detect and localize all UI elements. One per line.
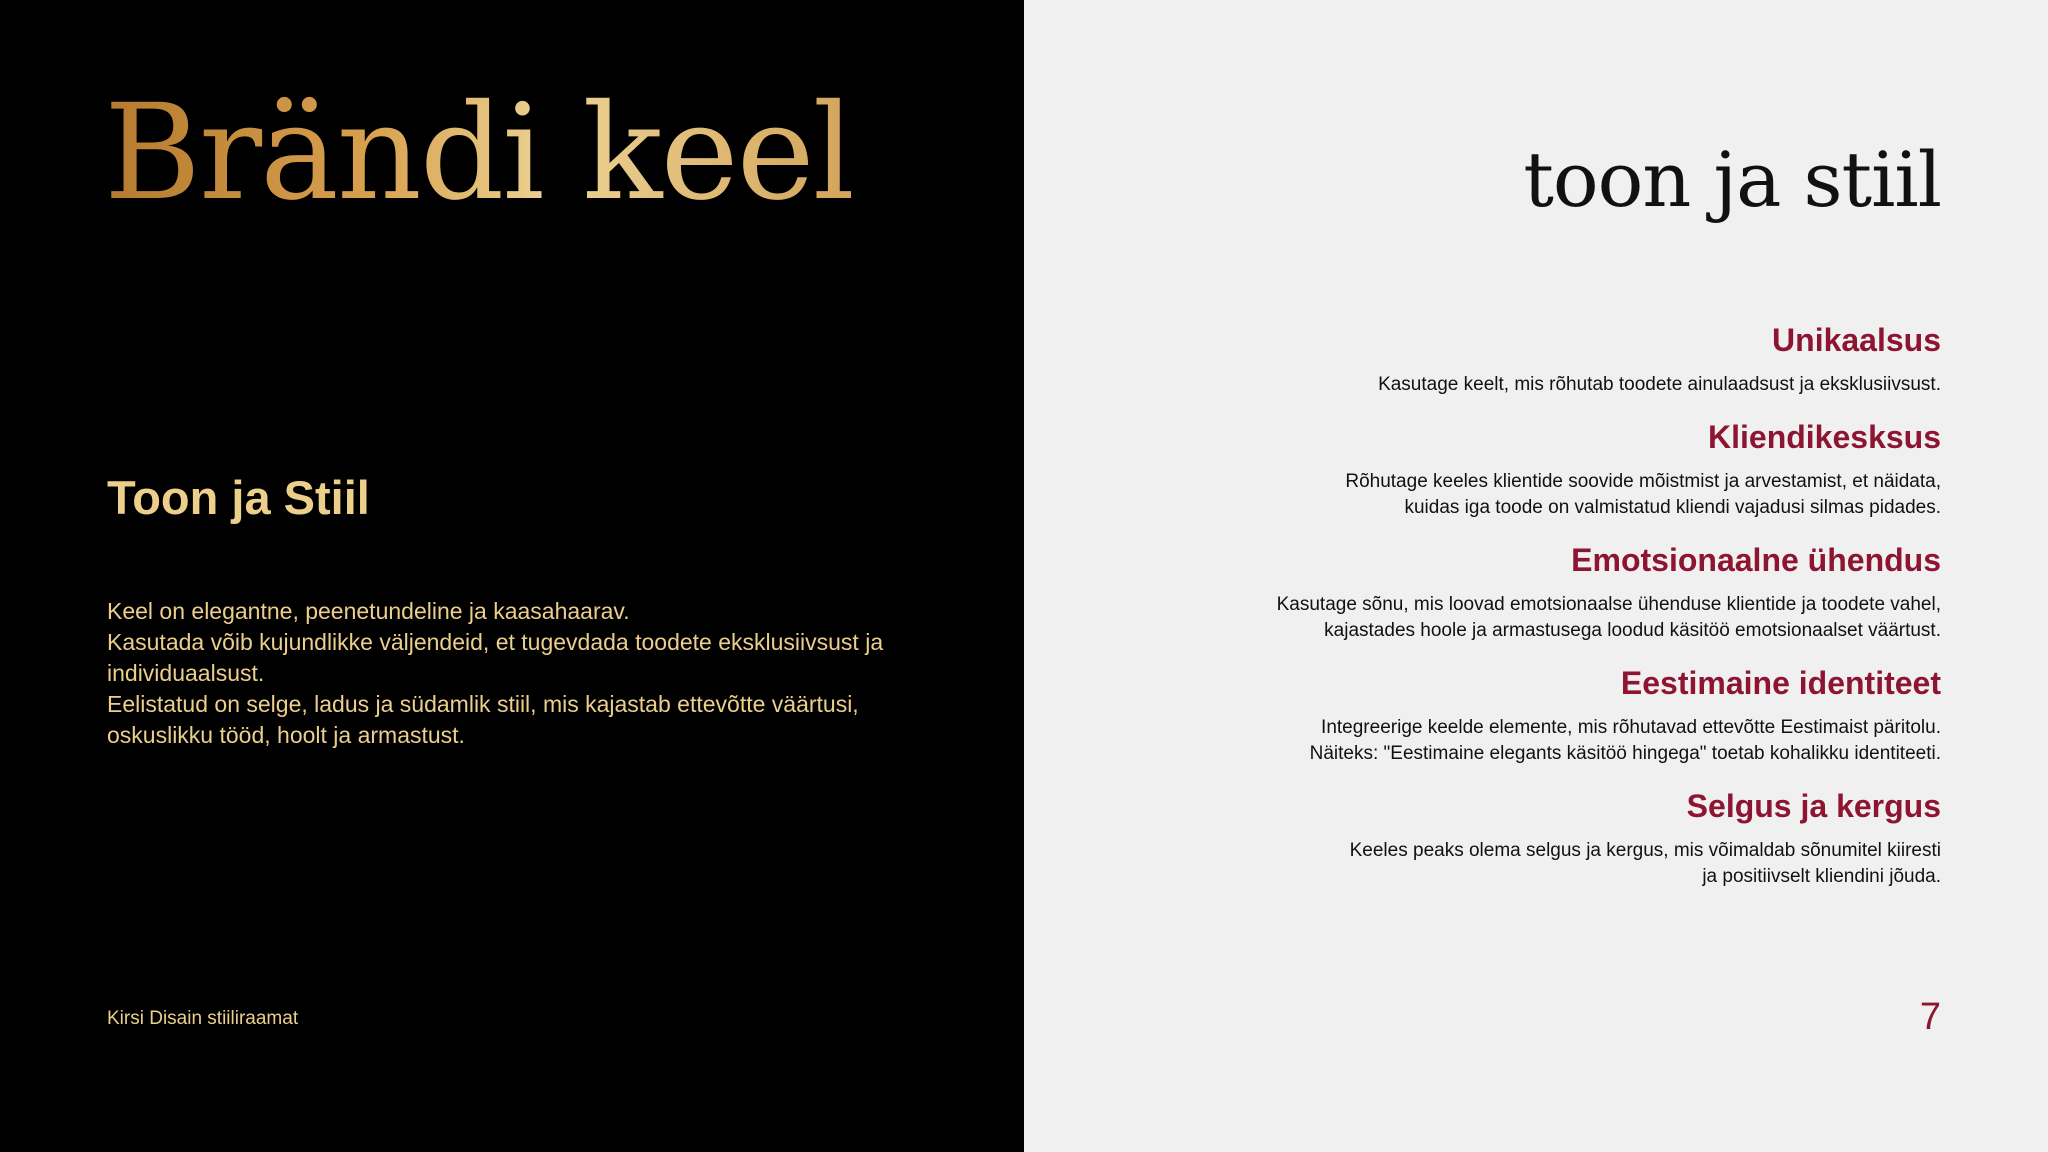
right-panel: [1024, 0, 2048, 1152]
value-description-line: kajastades hoole ja armastusega loodud käsitöö emotsionaalset väärtust.: [1324, 620, 1941, 641]
values-list: [1121, 318, 1941, 907]
value-title: Selgus ja kergus: [1686, 788, 1941, 824]
tone-style-subtitle: toon ja stiil: [1523, 135, 1941, 224]
body-line: individuaalsust.: [107, 660, 265, 686]
value-description-line: Rõhutage keeles klientide soovide mõistmist ja arvestamist, et näidata,: [1345, 471, 1941, 492]
body-line: oskuslikku tööd, hoolt ja armastust.: [107, 722, 465, 748]
value-description-line: Näiteks: "Eestimaine elegants käsitöö hingega" toetab kohalikku identiteeti.: [1309, 743, 1941, 764]
footer-brand-label: Kirsi Disain stiiliraamat: [107, 1008, 299, 1029]
value-description-line: Keeles peaks olema selgus ja kergus, mis võimaldab sõnumitel kiiresti: [1349, 840, 1941, 861]
tone-style-body: [107, 596, 967, 751]
value-item-clarity: [1121, 784, 1941, 890]
value-description-line: ja positiivselt kliendini jõuda.: [1702, 866, 1941, 887]
value-description-line: Integreerige keelde elemente, mis rõhutavad ettevõtte Eestimaist päritolu.: [1321, 717, 1941, 738]
tone-style-heading: Toon ja Stiil: [107, 471, 370, 524]
value-description: [1121, 715, 1941, 767]
value-description: [1121, 372, 1941, 398]
value-title: Emotsionaalne ühendus: [1571, 542, 1941, 578]
body-line: Keel on elegantne, peenetundeline ja kaasahaarav.: [107, 598, 630, 624]
value-item-customer-centric: [1121, 415, 1941, 521]
value-description: [1121, 469, 1941, 521]
value-item-emotional-connection: [1121, 538, 1941, 644]
value-description: [1121, 592, 1941, 644]
value-title: Eestimaine identiteet: [1620, 665, 1941, 701]
value-description-line: kuidas iga toode on valmistatud kliendi vajadusi silmas pidades.: [1404, 497, 1941, 518]
body-line: Kasutada võib kujundlikke väljendeid, et tugevdada toodete eksklusiivsust ja: [107, 629, 884, 655]
value-description: [1121, 838, 1941, 890]
value-item-uniqueness: [1121, 318, 1941, 398]
page-number: 7: [1919, 996, 1941, 1038]
value-description-line: Kasutage keelt, mis rõhutab toodete ainulaadsust ja eksklusiivsust.: [1378, 374, 1941, 395]
value-description-line: Kasutage sõnu, mis loovad emotsionaalse ühenduse klientide ja toodete vahel,: [1276, 594, 1941, 615]
body-line: Eelistatud on selge, ladus ja südamlik stiil, mis kajastab ettevõtte väärtusi,: [107, 691, 859, 717]
brand-language-title: Brändi keel: [104, 76, 853, 230]
value-item-estonian-identity: [1121, 661, 1941, 767]
value-title: Kliendikesksus: [1708, 419, 1941, 455]
value-title: Unikaalsus: [1772, 322, 1941, 358]
